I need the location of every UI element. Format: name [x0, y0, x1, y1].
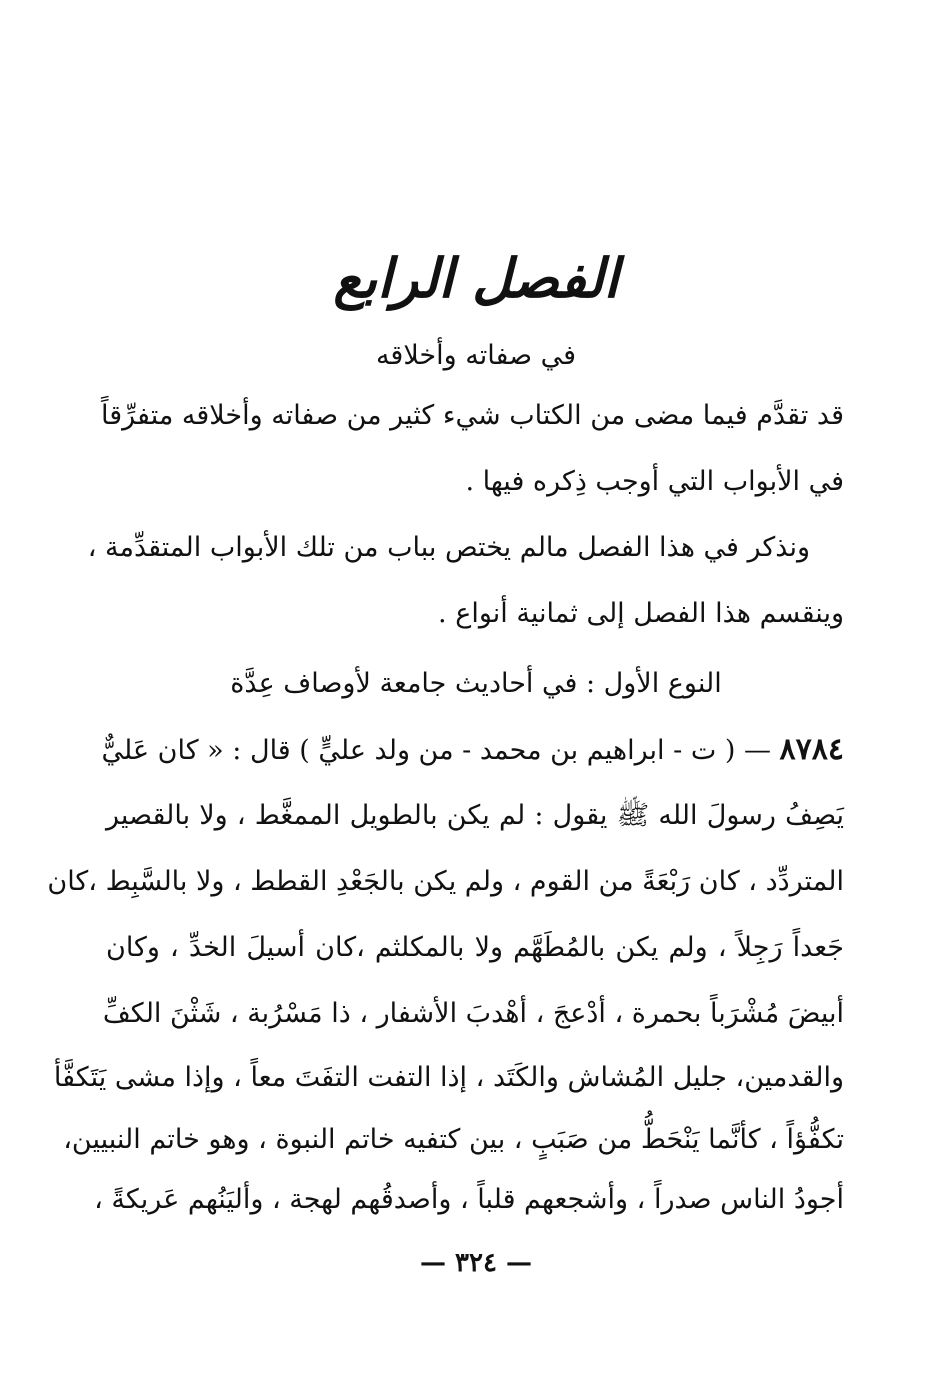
page-number: — ٣٢٤ —	[419, 1248, 533, 1278]
entry-line-7: أجودُ الناس صدراً ، وأشجعهم قلباً ، وأصدقُهم لهجة ، وأليَنُهم عَريكةً ،	[94, 1184, 844, 1215]
entry-first-line-text: — ( ت - ابراهيم بن محمد - من ولد عليٍّ ) قال : « كان عَليٌّ	[101, 735, 771, 766]
entry-line-2: المتردِّد ، كان رَبْعَةً من القوم ، ولم يكن بالجَعْدِ القطط ، ولا بالسَّبِط ،كان	[47, 866, 844, 897]
entry-first-line	[101, 730, 844, 771]
entry-line-1: يَصِفُ رسولَ الله ﷺ يقول : لم يكن بالطويل الممغَّط ، ولا بالقصير	[106, 800, 844, 831]
intro-line-1: قد تقدَّم فيما مضى من الكتاب شيء كثير من صفاته وأخلاقه متفرِّقاً	[101, 400, 844, 431]
chapter-subtitle: في صفاته وأخلاقه	[375, 340, 577, 371]
section-heading: النوع الأول : في أحاديث جامعة لأوصاف عِدَّة	[230, 668, 722, 699]
entry-line-4: أبيضَ مُشْرَباً بحمرة ، أدْعجَ ، أهْدبَ الأشفار ، ذا مَسْرُبة ، شَثْنَ الكفِّ	[102, 998, 844, 1029]
entry-number: ٨٧٨٤	[779, 732, 844, 767]
entry-line-5: والقدمين، جليل المُشاش والكَتَد ، إذا التفت التفَتَ معاً ، وإذا مشى يَتَكفَّأ	[53, 1062, 844, 1093]
entry-line-3: جَعداً رَجِلاً ، ولم يكن بالمُطَهَّم ولا بالمكلثم ،كان أسيلَ الخدِّ ، وكان	[106, 932, 844, 963]
entry-line-6: تكفُّؤاً ، كأنَّما يَنْحَطُّ من صَبَبٍ ، بين كتفيه خاتم النبوة ، وهو خاتم النبيين،	[63, 1124, 844, 1155]
intro-line-2: في الأبواب التي أوجب ذِكره فيها .	[465, 466, 844, 497]
intro-line-4: وينقسم هذا الفصل إلى ثمانية أنواع .	[438, 598, 844, 629]
intro-line-3: ونذكر في هذا الفصل مالم يختص بباب من تلك الأبواب المتقدِّمة ،	[87, 532, 810, 563]
chapter-title: الفصل الرابع	[333, 246, 619, 310]
